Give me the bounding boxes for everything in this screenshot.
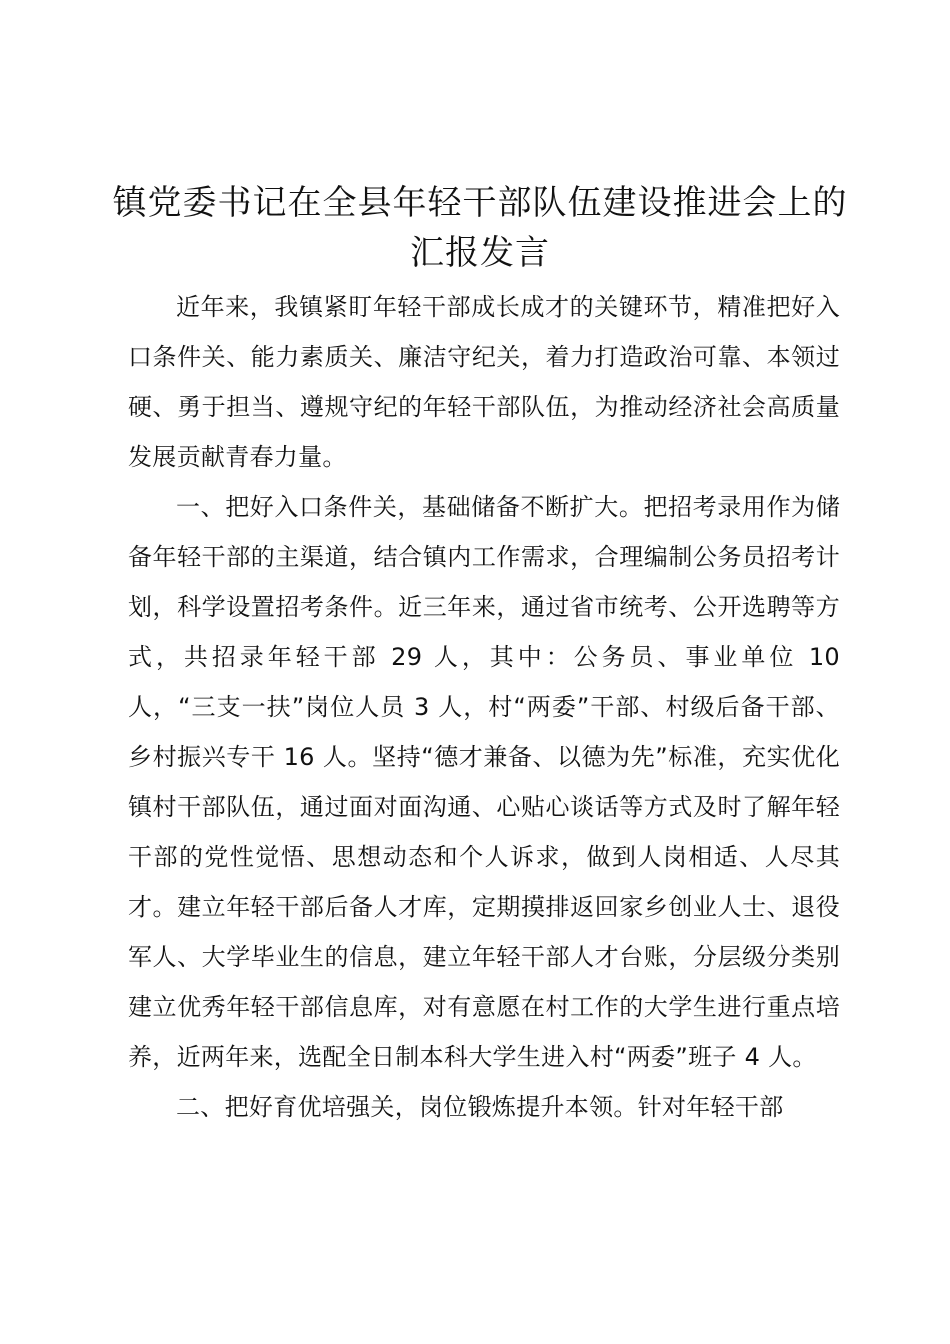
paragraph-section-one: 一、把好入口条件关，基础储备不断扩大。把招考录用作为储备年轻干部的主渠道，结合镇内工作需求，合理编制公务员招考计划，科学设置招考条件。近三年来，通过省市统考、公开选聘等方式，共招录年轻干部 29 人，其中：公务员、事业单位 10 人，“三支一扶”岗位人员 3 人，村“两委”干部、村级后备干部、乡村振兴专干 16 人。坚持“德才兼备、以德为先”标准，充实优化镇村干部队伍，通过面对面沟通、心贴心谈话等方式及时了解年轻干部的党性觉悟、思想动态和个人诉求，做到人岗相适、人尽其才。建立年轻干部后备人才库，定期摸排返回家乡创业人士、退役军人、大学毕业生的信息，建立年轻干部人才台账，分层级分类别建立优秀年轻干部信息库，对有意愿在村工作的大学生进行重点培养，近两年来，选配全日制本科大学生进入村“两委”班子 4 人。: [128, 493, 840, 1071]
paragraph-intro: 近年来，我镇紧盯年轻干部成长成才的关键环节，精准把好入口条件关、能力素质关、廉洁守纪关，着力打造政治可靠、本领过硬、勇于担当、遵规守纪的年轻干部队伍，为推动经济社会高质量发展贡献青春力量。: [128, 293, 840, 471]
paragraph-section-two: 二、把好育优培强关，岗位锻炼提升本领。针对年轻干部: [176, 1093, 784, 1121]
document-body: [128, 282, 840, 1132]
document-title: 镇党委书记在全县年轻干部队伍建设推进会上的汇报发言: [112, 183, 848, 273]
